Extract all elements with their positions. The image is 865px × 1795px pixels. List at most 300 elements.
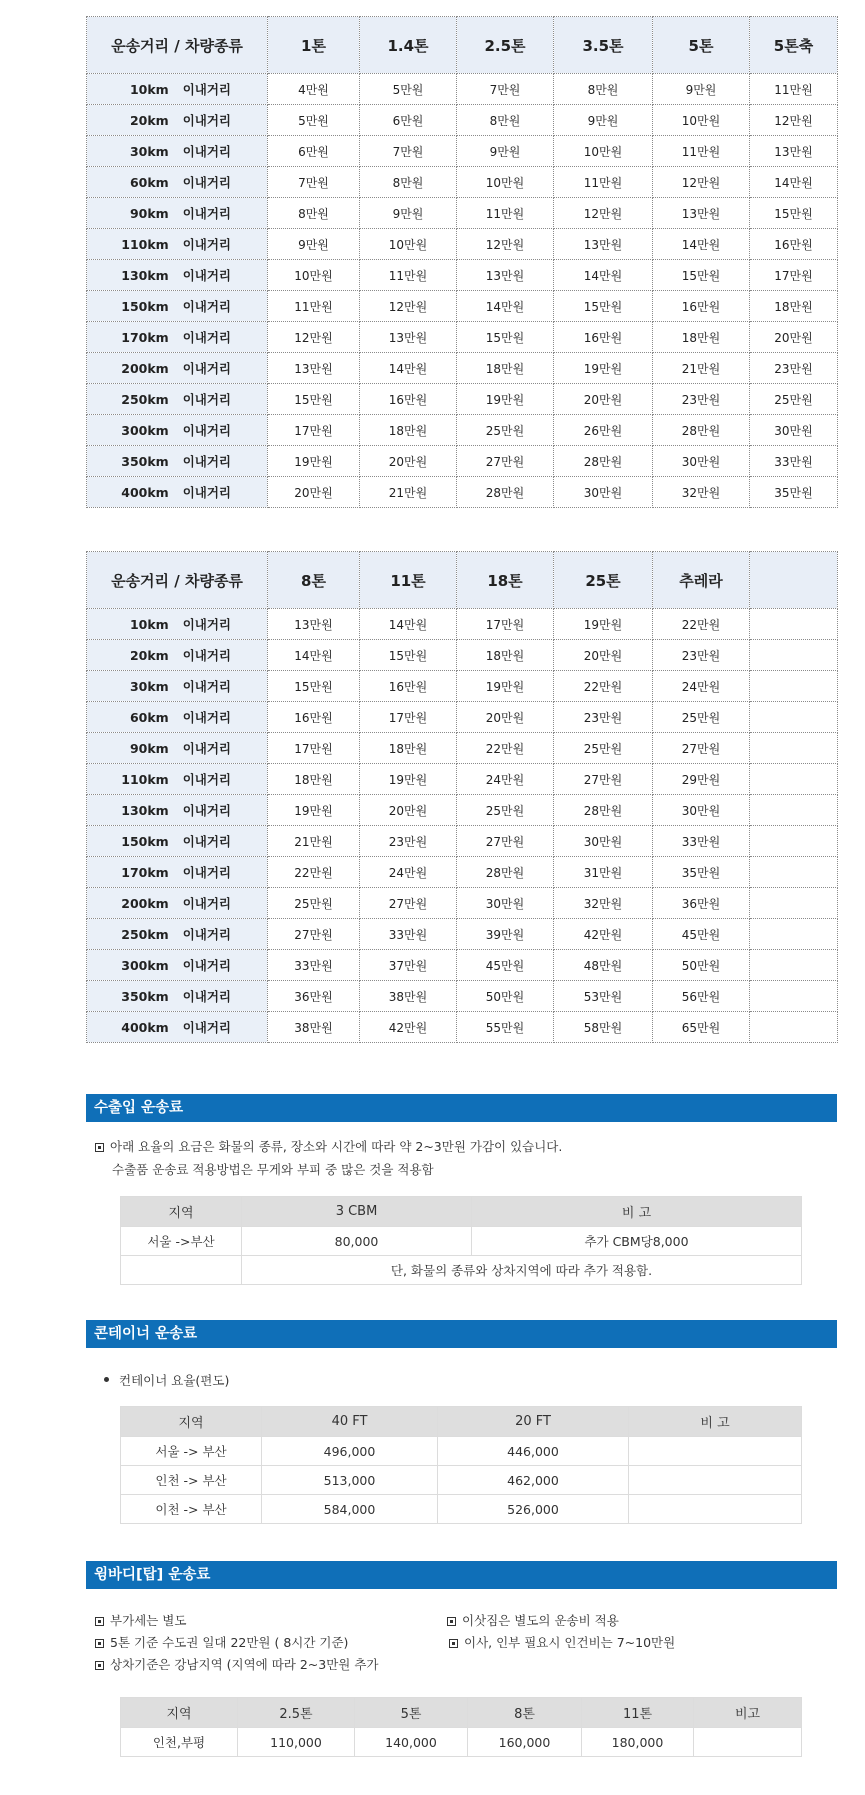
container-bullet: 컨테이너 요율(편도) xyxy=(104,1371,229,1389)
price-cell: 32만원 xyxy=(653,477,750,508)
price-cell: 56만원 xyxy=(653,981,750,1012)
price-cell: 28만원 xyxy=(554,795,653,826)
price-cell: 22만원 xyxy=(653,609,750,640)
distance-label-cell xyxy=(87,981,268,1012)
distance-value: 90km xyxy=(129,206,169,221)
price-cell: 20만원 xyxy=(457,702,554,733)
price-cell: 65만원 xyxy=(653,1012,750,1043)
distance-label-cell xyxy=(87,167,268,198)
price-cell: 35만원 xyxy=(750,477,838,508)
distance-suffix: 이내거리 xyxy=(182,896,231,911)
price-cell: 36만원 xyxy=(268,981,360,1012)
header-cell: 지역 xyxy=(121,1698,238,1728)
price-cell: 13만원 xyxy=(360,322,457,353)
price-cell: 20만원 xyxy=(360,446,457,477)
distance-suffix: 이내거리 xyxy=(182,82,231,97)
price-cell: 11만원 xyxy=(360,260,457,291)
square-bullet-icon xyxy=(95,1143,104,1152)
price-cell: 19만원 xyxy=(457,384,554,415)
table-row xyxy=(87,322,838,353)
distance-value: 300km xyxy=(121,958,169,973)
table-row xyxy=(121,1466,802,1495)
price-cell: 11만원 xyxy=(653,136,750,167)
price-cell: 18만원 xyxy=(653,322,750,353)
distance-suffix: 이내거리 xyxy=(182,330,231,345)
distance-value: 30km xyxy=(129,679,169,694)
header-cell: 40 FT xyxy=(262,1407,438,1437)
distance-value: 350km xyxy=(121,989,169,1004)
distance-suffix: 이내거리 xyxy=(182,648,231,663)
table-row xyxy=(87,74,838,105)
price-cell: 30만원 xyxy=(554,477,653,508)
price-cell: 10만원 xyxy=(653,105,750,136)
distance-value: 110km xyxy=(121,237,169,252)
price-cell: 17만원 xyxy=(268,415,360,446)
price-cell: 5만원 xyxy=(360,74,457,105)
price-cell: 584,000 xyxy=(262,1495,438,1524)
distance-value: 130km xyxy=(121,803,169,818)
wingbody-rate-table xyxy=(120,1697,802,1757)
rate-table-2 xyxy=(86,551,838,1043)
price-cell xyxy=(750,609,838,640)
price-cell: 27만원 xyxy=(457,826,554,857)
header-cell: 11톤 xyxy=(582,1698,694,1728)
distance-value: 60km xyxy=(129,710,169,725)
price-cell: 12만원 xyxy=(554,198,653,229)
header-cell: 20 FT xyxy=(438,1407,629,1437)
region-cell: 인천 -> 부산 xyxy=(121,1466,262,1495)
distance-label-cell xyxy=(87,105,268,136)
table-row xyxy=(121,1728,802,1757)
price-cell: 50만원 xyxy=(457,981,554,1012)
price-cell: 23만원 xyxy=(653,384,750,415)
price-cell: 30만원 xyxy=(554,826,653,857)
vehicle-type-header: 8톤 xyxy=(268,552,360,609)
square-bullet-icon xyxy=(449,1639,458,1648)
price-cell: 29만원 xyxy=(653,764,750,795)
price-cell: 11만원 xyxy=(750,74,838,105)
price-cell: 38만원 xyxy=(268,1012,360,1043)
price-cell: 18만원 xyxy=(750,291,838,322)
distance-suffix: 이내거리 xyxy=(182,237,231,252)
distance-suffix: 이내거리 xyxy=(182,741,231,756)
distance-value: 170km xyxy=(121,330,169,345)
price-cell: 23만원 xyxy=(554,702,653,733)
price-cell: 33만원 xyxy=(268,950,360,981)
price-cell: 39만원 xyxy=(457,919,554,950)
distance-suffix: 이내거리 xyxy=(182,865,231,880)
distance-value: 200km xyxy=(121,896,169,911)
price-cell: 9만원 xyxy=(360,198,457,229)
price-cell xyxy=(750,1012,838,1043)
table-row xyxy=(87,981,838,1012)
price-cell: 9만원 xyxy=(457,136,554,167)
price-cell: 28만원 xyxy=(554,446,653,477)
price-cell: 18만원 xyxy=(457,640,554,671)
export-note-1: 아래 요율의 요금은 화물의 종류, 장소와 시간에 따라 약 2~3만원 가감이 있습니다. xyxy=(95,1137,562,1155)
table-row xyxy=(121,1437,802,1466)
price-cell: 9만원 xyxy=(268,229,360,260)
region-cell: 서울 -> 부산 xyxy=(121,1437,262,1466)
distance-label-cell xyxy=(87,1012,268,1043)
price-cell: 21만원 xyxy=(360,477,457,508)
distance-label-cell xyxy=(87,888,268,919)
wingbody-note-left-2: 5톤 기준 수도권 일대 22만원 ( 8시간 기준) xyxy=(95,1633,348,1651)
price-cell: 27만원 xyxy=(457,446,554,477)
distance-value: 60km xyxy=(129,175,169,190)
price-cell xyxy=(750,640,838,671)
distance-label-cell xyxy=(87,446,268,477)
table-row xyxy=(87,950,838,981)
region-cell: 서울 ->부산 xyxy=(121,1227,242,1256)
price-cell: 15만원 xyxy=(360,640,457,671)
table-row xyxy=(87,702,838,733)
distance-value: 110km xyxy=(121,772,169,787)
distance-value: 250km xyxy=(121,392,169,407)
price-cell: 27만원 xyxy=(360,888,457,919)
vehicle-type-header: 25톤 xyxy=(554,552,653,609)
wingbody-section-title: 윙바디[탑] 운송료 xyxy=(86,1561,837,1589)
distance-label-cell xyxy=(87,702,268,733)
price-cell: 27만원 xyxy=(268,919,360,950)
price-cell: 28만원 xyxy=(653,415,750,446)
price-cell: 140,000 xyxy=(355,1728,468,1757)
price-cell: 16만원 xyxy=(360,384,457,415)
export-rate-table xyxy=(120,1196,802,1285)
price-cell: 10만원 xyxy=(268,260,360,291)
price-cell: 16만원 xyxy=(554,322,653,353)
table-header-row xyxy=(121,1407,802,1437)
price-cell xyxy=(750,826,838,857)
price-cell: 13만원 xyxy=(653,198,750,229)
distance-label-cell xyxy=(87,477,268,508)
price-cell: 8만원 xyxy=(360,167,457,198)
price-cell: 14만원 xyxy=(653,229,750,260)
price-cell: 24만원 xyxy=(360,857,457,888)
distance-suffix: 이내거리 xyxy=(182,206,231,221)
distance-suffix: 이내거리 xyxy=(182,299,231,314)
table-row xyxy=(87,857,838,888)
price-cell: 12만원 xyxy=(457,229,554,260)
price-cell: 6만원 xyxy=(360,105,457,136)
distance-label-cell xyxy=(87,74,268,105)
distance-suffix: 이내거리 xyxy=(182,361,231,376)
table-row xyxy=(87,291,838,322)
table-row xyxy=(87,353,838,384)
distance-suffix: 이내거리 xyxy=(182,1020,231,1035)
distance-label-cell xyxy=(87,950,268,981)
price-cell: 37만원 xyxy=(360,950,457,981)
price-cell: 8만원 xyxy=(554,74,653,105)
distance-label-cell xyxy=(87,229,268,260)
table-row xyxy=(121,1227,802,1256)
price-cell: 7만원 xyxy=(268,167,360,198)
price-cell: 23만원 xyxy=(750,353,838,384)
price-cell xyxy=(750,981,838,1012)
distance-value: 170km xyxy=(121,865,169,880)
price-cell: 31만원 xyxy=(554,857,653,888)
header-cell: 2.5톤 xyxy=(238,1698,355,1728)
header-corner-cell: 운송거리 / 차량종류 xyxy=(87,552,268,609)
price-cell: 30만원 xyxy=(457,888,554,919)
distance-value: 250km xyxy=(121,927,169,942)
vehicle-type-header xyxy=(750,552,838,609)
price-cell: 16만원 xyxy=(360,671,457,702)
price-cell: 15만원 xyxy=(268,671,360,702)
distance-suffix: 이내거리 xyxy=(182,679,231,694)
table-row xyxy=(87,826,838,857)
price-cell xyxy=(750,733,838,764)
square-bullet-icon xyxy=(95,1639,104,1648)
container-section-title: 콘테이너 운송료 xyxy=(86,1320,837,1348)
price-cell: 14만원 xyxy=(750,167,838,198)
table-header-row xyxy=(87,552,838,609)
price-cell: 7만원 xyxy=(360,136,457,167)
price-cell: 20만원 xyxy=(750,322,838,353)
price-cell: 25만원 xyxy=(268,888,360,919)
price-cell: 17만원 xyxy=(750,260,838,291)
price-cell: 18만원 xyxy=(457,353,554,384)
distance-value: 150km xyxy=(121,834,169,849)
region-cell: 인천,부평 xyxy=(121,1728,238,1757)
price-cell: 33만원 xyxy=(360,919,457,950)
table-row xyxy=(87,640,838,671)
price-cell: 28만원 xyxy=(457,477,554,508)
price-cell: 25만원 xyxy=(653,702,750,733)
table-header-row xyxy=(121,1698,802,1728)
table-header-row xyxy=(121,1197,802,1227)
distance-value: 150km xyxy=(121,299,169,314)
price-cell: 21만원 xyxy=(653,353,750,384)
distance-suffix: 이내거리 xyxy=(182,710,231,725)
price-cell xyxy=(750,857,838,888)
price-cell: 13만원 xyxy=(457,260,554,291)
distance-value: 90km xyxy=(129,741,169,756)
price-cell: 45만원 xyxy=(653,919,750,950)
square-bullet-icon xyxy=(95,1617,104,1626)
price-cell: 18만원 xyxy=(360,733,457,764)
distance-suffix: 이내거리 xyxy=(182,485,231,500)
price-cell: 12만원 xyxy=(750,105,838,136)
price-cell: 36만원 xyxy=(653,888,750,919)
distance-label-cell xyxy=(87,136,268,167)
price-cell: 18만원 xyxy=(268,764,360,795)
distance-suffix: 이내거리 xyxy=(182,113,231,128)
price-cell: 10만원 xyxy=(457,167,554,198)
price-cell: 17만원 xyxy=(457,609,554,640)
price-cell: 32만원 xyxy=(554,888,653,919)
price-cell: 12만원 xyxy=(653,167,750,198)
price-cell: 13만원 xyxy=(750,136,838,167)
table-row xyxy=(121,1256,802,1285)
vehicle-type-header: 5톤 xyxy=(653,17,750,74)
price-cell: 11만원 xyxy=(268,291,360,322)
table-row xyxy=(87,888,838,919)
distance-value: 400km xyxy=(121,1020,169,1035)
distance-label-cell xyxy=(87,260,268,291)
wingbody-note-right-1: 이삿짐은 별도의 운송비 적용 xyxy=(447,1611,619,1629)
table-row xyxy=(87,1012,838,1043)
distance-suffix: 이내거리 xyxy=(182,803,231,818)
price-cell: 35만원 xyxy=(653,857,750,888)
price-cell: 16만원 xyxy=(653,291,750,322)
price-cell: 27만원 xyxy=(653,733,750,764)
price-cell: 21만원 xyxy=(268,826,360,857)
distance-label-cell xyxy=(87,826,268,857)
table-row xyxy=(87,795,838,826)
price-cell: 5만원 xyxy=(268,105,360,136)
header-corner-cell: 운송거리 / 차량종류 xyxy=(87,17,268,74)
price-cell: 8만원 xyxy=(457,105,554,136)
distance-value: 10km xyxy=(129,617,169,632)
distance-value: 30km xyxy=(129,144,169,159)
price-cell: 42만원 xyxy=(554,919,653,950)
distance-label-cell xyxy=(87,795,268,826)
distance-value: 300km xyxy=(121,423,169,438)
distance-label-cell xyxy=(87,857,268,888)
table-row xyxy=(87,198,838,229)
distance-suffix: 이내거리 xyxy=(182,268,231,283)
price-cell: 19만원 xyxy=(554,609,653,640)
remark-cell xyxy=(629,1495,802,1524)
distance-value: 10km xyxy=(129,82,169,97)
distance-suffix: 이내거리 xyxy=(182,958,231,973)
price-cell: 25만원 xyxy=(457,415,554,446)
price-cell: 26만원 xyxy=(554,415,653,446)
distance-suffix: 이내거리 xyxy=(182,989,231,1004)
price-cell: 15만원 xyxy=(457,322,554,353)
distance-label-cell xyxy=(87,198,268,229)
price-cell: 526,000 xyxy=(438,1495,629,1524)
price-cell: 14만원 xyxy=(360,609,457,640)
price-cell: 24만원 xyxy=(457,764,554,795)
price-cell xyxy=(750,795,838,826)
distance-suffix: 이내거리 xyxy=(182,617,231,632)
price-cell: 9만원 xyxy=(554,105,653,136)
distance-label-cell xyxy=(87,609,268,640)
price-cell: 513,000 xyxy=(262,1466,438,1495)
distance-value: 130km xyxy=(121,268,169,283)
price-cell: 30만원 xyxy=(653,446,750,477)
distance-suffix: 이내거리 xyxy=(182,834,231,849)
table-row xyxy=(87,919,838,950)
vehicle-type-header: 추레라 xyxy=(653,552,750,609)
price-cell: 11만원 xyxy=(457,198,554,229)
distance-suffix: 이내거리 xyxy=(182,175,231,190)
header-cell: 비 고 xyxy=(472,1197,802,1227)
price-cell: 13만원 xyxy=(554,229,653,260)
empty-cell xyxy=(121,1256,242,1285)
distance-label-cell xyxy=(87,415,268,446)
vehicle-type-header: 5톤축 xyxy=(750,17,838,74)
price-cell: 20만원 xyxy=(268,477,360,508)
price-cell: 12만원 xyxy=(268,322,360,353)
table-row xyxy=(87,136,838,167)
table-row xyxy=(87,764,838,795)
price-cell: 50만원 xyxy=(653,950,750,981)
remark-cell xyxy=(629,1437,802,1466)
price-cell: 30만원 xyxy=(750,415,838,446)
price-cell: 19만원 xyxy=(268,446,360,477)
price-cell: 25만원 xyxy=(457,795,554,826)
distance-label-cell xyxy=(87,764,268,795)
price-cell: 38만원 xyxy=(360,981,457,1012)
distance-label-cell xyxy=(87,353,268,384)
distance-suffix: 이내거리 xyxy=(182,392,231,407)
table-row xyxy=(87,229,838,260)
table-row xyxy=(87,477,838,508)
price-cell: 33만원 xyxy=(653,826,750,857)
remark-cell xyxy=(694,1728,802,1757)
price-cell: 8만원 xyxy=(268,198,360,229)
header-cell: 5톤 xyxy=(355,1698,468,1728)
table-row xyxy=(87,609,838,640)
price-cell: 24만원 xyxy=(653,671,750,702)
distance-suffix: 이내거리 xyxy=(182,423,231,438)
price-cell: 14만원 xyxy=(360,353,457,384)
remark-note-cell: 단, 화물의 종류와 상차지역에 따라 추가 적용함. xyxy=(242,1256,802,1285)
distance-label-cell xyxy=(87,322,268,353)
price-cell xyxy=(750,950,838,981)
price-cell: 14만원 xyxy=(268,640,360,671)
distance-value: 200km xyxy=(121,361,169,376)
vehicle-type-header: 11톤 xyxy=(360,552,457,609)
price-cell: 4만원 xyxy=(268,74,360,105)
price-cell: 23만원 xyxy=(360,826,457,857)
price-cell: 7만원 xyxy=(457,74,554,105)
price-cell: 10만원 xyxy=(554,136,653,167)
price-cell: 80,000 xyxy=(242,1227,472,1256)
price-cell: 16만원 xyxy=(268,702,360,733)
price-cell: 27만원 xyxy=(554,764,653,795)
price-cell: 16만원 xyxy=(750,229,838,260)
rate-table-1 xyxy=(86,16,838,508)
distance-label-cell xyxy=(87,733,268,764)
header-cell: 지역 xyxy=(121,1407,262,1437)
price-cell: 17만원 xyxy=(360,702,457,733)
price-cell: 23만원 xyxy=(653,640,750,671)
price-cell: 11만원 xyxy=(554,167,653,198)
vehicle-type-header: 2.5톤 xyxy=(457,17,554,74)
table-row xyxy=(87,384,838,415)
price-cell: 18만원 xyxy=(360,415,457,446)
price-cell: 17만원 xyxy=(268,733,360,764)
price-cell xyxy=(750,919,838,950)
vehicle-type-header: 1.4톤 xyxy=(360,17,457,74)
price-cell: 20만원 xyxy=(554,640,653,671)
price-cell: 446,000 xyxy=(438,1437,629,1466)
table-row xyxy=(87,446,838,477)
price-cell: 15만원 xyxy=(268,384,360,415)
price-cell: 13만원 xyxy=(268,353,360,384)
table-row xyxy=(87,260,838,291)
price-cell: 15만원 xyxy=(653,260,750,291)
price-cell: 6만원 xyxy=(268,136,360,167)
distance-label-cell xyxy=(87,919,268,950)
distance-value: 400km xyxy=(121,485,169,500)
price-cell: 28만원 xyxy=(457,857,554,888)
price-cell: 25만원 xyxy=(554,733,653,764)
price-cell: 55만원 xyxy=(457,1012,554,1043)
price-cell: 25만원 xyxy=(750,384,838,415)
distance-label-cell xyxy=(87,291,268,322)
price-cell: 48만원 xyxy=(554,950,653,981)
price-cell: 19만원 xyxy=(360,764,457,795)
distance-suffix: 이내거리 xyxy=(182,454,231,469)
wingbody-note-left-3: 상차기준은 강남지역 (지역에 따라 2~3만원 추가 xyxy=(95,1655,378,1673)
price-cell: 33만원 xyxy=(750,446,838,477)
distance-label-cell xyxy=(87,384,268,415)
